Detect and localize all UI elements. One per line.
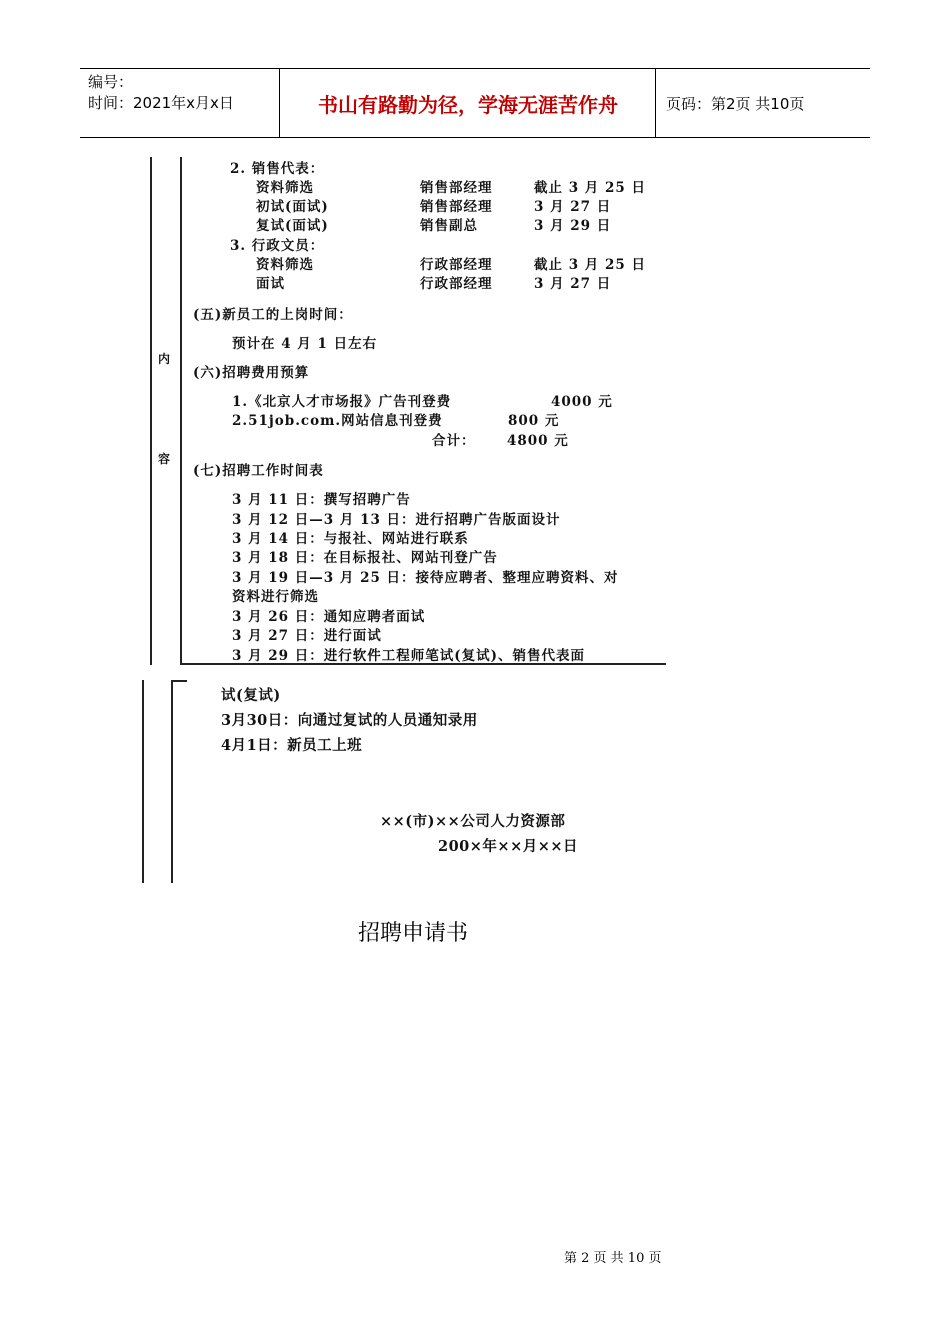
page-footer: 第 2 页 共 10 页: [564, 1251, 662, 1266]
budget-item-1-amount: 4000 元: [551, 394, 613, 410]
admin-clerk-date-1: 截止 3 月 25 日: [534, 257, 646, 273]
admin-clerk-step-1: 资料筛选: [256, 257, 314, 273]
sales-rep-heading: 2. 销售代表：: [230, 161, 325, 177]
schedule-item: 3 月 29 日：进行软件工程师笔试(复试)、销售代表面: [232, 648, 586, 664]
schedule-item: 3 月 12 日—3 月 13 日：进行招聘广告版面设计: [232, 512, 561, 528]
sales-rep-date-2: 3 月 27 日: [534, 199, 612, 215]
section6-heading: (六)招聘费用预算: [193, 365, 310, 381]
sales-rep-person-3: 销售副总: [420, 218, 478, 234]
time-label: 时间：2021年x月x日: [88, 94, 234, 112]
admin-clerk-step-2: 面试: [256, 276, 285, 292]
schedule-item: 3 月 14 日：与报社、网站进行联系: [232, 531, 469, 547]
number-label: 编号：: [88, 73, 134, 91]
schedule-item-continued: 试(复试): [221, 687, 281, 704]
admin-clerk-person-1: 行政部经理: [420, 257, 493, 273]
schedule-item: 3 月 26 日：通知应聘者面试: [232, 609, 426, 625]
header-meta: [80, 69, 280, 137]
schedule-item: 3 月 27 日：进行面试: [232, 628, 382, 644]
sales-rep-step-1: 资料筛选: [256, 180, 314, 196]
budget-item-2-amount: 800 元: [508, 413, 560, 429]
page-header: [80, 68, 870, 138]
budget-item-1-name: 1.《北京人才市场报》广告刊登费: [232, 394, 452, 410]
section7-heading: (七)招聘工作时间表: [193, 463, 324, 479]
admin-clerk-heading: 3. 行政文员：: [230, 238, 325, 254]
sales-rep-step-3: 复试(面试): [256, 218, 329, 234]
admin-clerk-person-2: 行政部经理: [420, 276, 493, 292]
section5-heading: (五)新员工的上岗时间：: [193, 307, 353, 323]
table-border-top-lower: [171, 680, 187, 682]
table-border-left: [150, 157, 152, 665]
schedule-item: 资料进行筛选: [232, 589, 319, 605]
budget-total-amount: 4800 元: [507, 433, 569, 449]
budget-total-label: 合计：: [432, 433, 476, 449]
table-border-inner: [180, 157, 182, 665]
sales-rep-date-1: 截止 3 月 25 日: [534, 180, 646, 196]
section5-text: 预计在 4 月 1 日左右: [232, 336, 378, 352]
table-border-inner-lower: [171, 680, 173, 883]
budget-item-2-name: 2.51job.com.网站信息刊登费: [232, 413, 443, 429]
schedule-item: 3 月 11 日：撰写招聘广告: [232, 492, 411, 508]
signature-date: 200×年××月××日: [438, 838, 579, 855]
side-label-rong: 容: [158, 452, 171, 466]
schedule-item-continued: 3月30日：向通过复试的人员通知录用: [221, 712, 478, 729]
signature-org: ××(市)××公司人力资源部: [380, 813, 566, 830]
header-page-label: 页码：第2页 共10页: [666, 94, 805, 113]
sales-rep-person-2: 销售部经理: [420, 199, 493, 215]
schedule-item: 3 月 19 日—3 月 25 日：接待应聘者、整理应聘资料、对: [232, 570, 619, 586]
table-border-left-lower: [142, 680, 144, 883]
document-title: 招聘申请书: [358, 921, 469, 946]
admin-clerk-date-2: 3 月 27 日: [534, 276, 612, 292]
sales-rep-person-1: 销售部经理: [420, 180, 493, 196]
schedule-item: 3 月 18 日：在目标报社、网站刊登广告: [232, 550, 498, 566]
header-motto: 书山有路勤为径，学海无涯苦作舟: [281, 69, 656, 137]
side-label-nei: 内: [158, 352, 171, 366]
sales-rep-date-3: 3 月 29 日: [534, 218, 612, 234]
schedule-item-continued: 4月1日：新员工上班: [221, 737, 363, 754]
sales-rep-step-2: 初试(面试): [256, 199, 329, 215]
